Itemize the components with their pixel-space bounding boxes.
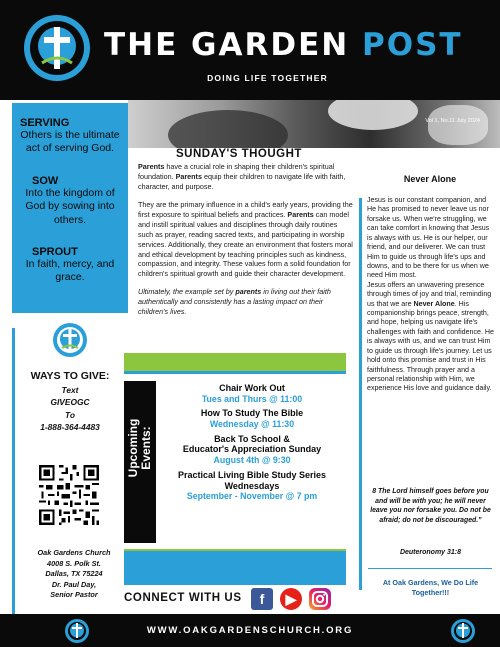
column-divider [359,198,362,590]
event-item: Practical Living Bible Study Series Wednesdays September - November @ 7 pm [177,469,327,502]
facebook-icon[interactable]: f [251,588,273,610]
scripture-reference: Deuteronomy 31:8 [399,549,462,556]
sunday-thought-article: Parents have a crucial role in shaping their children's spiritual foundation. Parents equip their children to navigate life with faith, character, and purpose. They are the primary influence in a child's early years, providing the first exposure to spiritual beliefs and practices. Parents can model and instill spiritual values and disciplines through daily routines such as prayer, reading sacred texts, and participating in worship services. Additionally, they create an environment that fosters moral and ethical development by teaching principles such as kindness, compassion, and integrity. These values form a solid foundation for children's spiritual growth and guide their character development. Ultimately, the example set by parents in living out their faith authentically and consistently has a lasting impact on their children's lives. [138,162,353,317]
giving-qr-code[interactable] [37,463,101,527]
events-list [158,383,346,506]
newsletter-title: THE GARDEN POST [104,27,463,63]
footer [0,614,500,647]
value-serving: SERVING Others is the ultimate act of serving God. [20,117,120,155]
event-item: How To Study The Bible Wednesday @ 11:30 [200,408,304,430]
upcoming-events-panel [124,353,346,585]
never-alone-heading: Never Alone [403,174,457,184]
church-motto: At Oak Gardens, We Do Life Together!!! [382,578,479,597]
event-item: Back To School & Educator's Appreciation Sunday August 4th @ 9:30 [182,433,322,466]
church-logo-small-icon [52,322,88,358]
never-alone-article: Jesus is our constant companion, and He has promised to never leave us nor forsake us. When we're struggling, we can take comfort in knowing that Jesus is always with us. He is our helper, our friend, and our deliverer. We can trust Him to guide us through life's ups and downs, and to be there for us when we need Him most. Jesus offers an unwavering presence through times of joy and trial, reminding us that we are Never Alone. His companionship brings peace, strength, and hope, helping us navigate life's challenges with faith and confidence. He is always with us, and we can trust Him to guide us through life's journey. Let us hold onto this promise and trust in His faithfulness. Through prayer and a personal relationship with Him, we experience His love and guidance daily. [367,196,494,393]
value-sow: SOW Into the kingdom of God by sowing into others. [25,175,115,226]
value-sprout: SPROUT In faith, mercy, and grace. [25,246,115,284]
sunday-thought-heading: SUNDAY'S THOUGHT [176,148,302,160]
column-divider-left [12,328,15,618]
website-link[interactable]: WWW.OAKGARDENSCHURCH.ORG [146,625,354,636]
instagram-icon[interactable] [309,588,331,610]
divider [368,568,492,569]
scripture-verse: 8 The Lord himself goes before you and will be with you; he will never leave you nor forsake you. Do not be afraid; do not be discouraged.” [370,488,491,524]
church-address: Oak Gardens Church 4008 S. Polk St. Dallas, TX 75224 Dr. Paul Day, Senior Pastor [37,548,111,600]
event-item: Chair Work Out Tues and Thurs @ 11:00 [201,383,303,404]
newsletter-subtitle: DOING LIFE TOGETHER [207,73,328,83]
praying-hands-photo [128,100,500,148]
issue-info: Vol 1, No.11 July 2024 [425,118,480,124]
ways-to-give: WAYS TO GIVE: Text GIVEOGC To 1-888-364-4483 [30,370,110,433]
events-side-label: Upcoming Events: [126,418,153,478]
values-box [12,103,128,313]
connect-heading: CONNECT WITH US [124,592,242,604]
youtube-icon[interactable]: ▶ [280,588,302,610]
masthead [0,0,500,100]
church-logo-icon [450,618,476,644]
